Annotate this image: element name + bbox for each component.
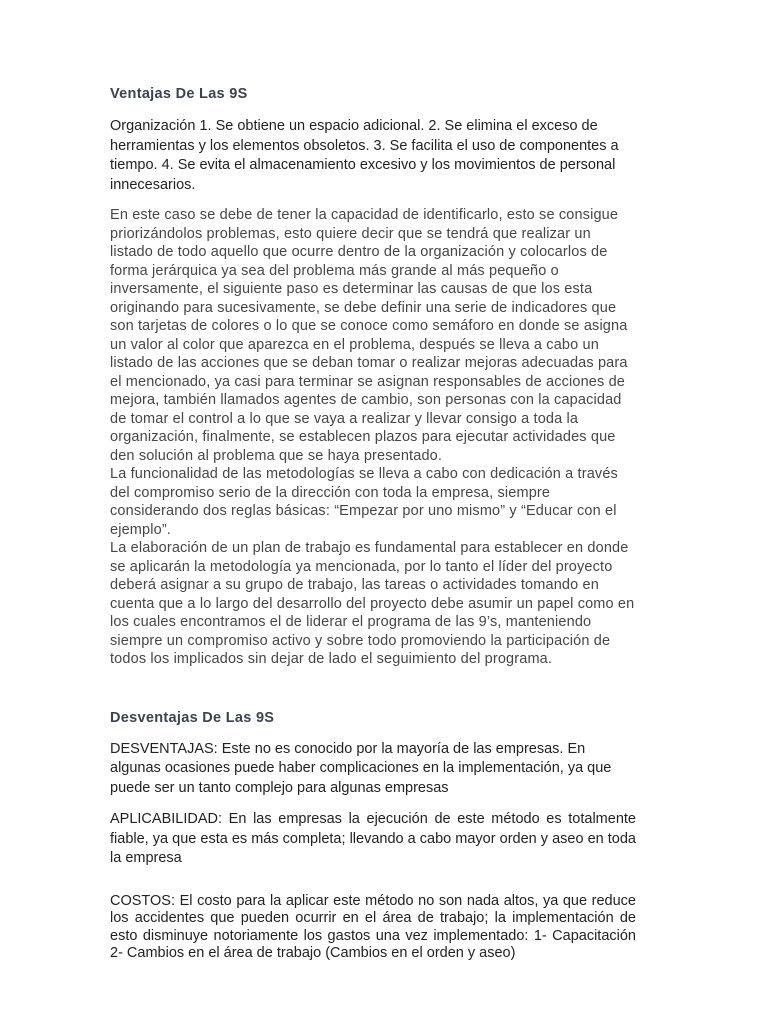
paragraph-costos: COSTOS: El costo para la aplicar este método no son nada altos, ya que reduce los accidentes que pueden ocurrir en el área de trabajo; la implementación de esto disminuye notoriamente los gastos una vez implementado: 1- Capacitación 2- Cambios en el área de trabajo (Cambios en el orden y aseo) [110, 892, 636, 961]
paragraph-caso: En este caso se debe de tener la capacidad de identificarlo, esto se consigue priorizándolos problemas, esto quiere decir que se tendrá que realizar un listado de todo aquello que ocurre dentro de la organización y colocarlos de forma jerárquica ya sea del problema más grande al más pequeño o inversamente, el siguiente paso es determinar las causas de que los esta originando para sucesivamente, se debe definir una serie de indicadores que son tarjetas de colores o lo que se conoce como semáforo en donde se asigna un valor al color que aparezca en el problema, después se lleva a cabo un listado de las acciones que se deban tomar o realizar mejoras adecuadas para el mencionado, ya casi para terminar se asignan responsables de acciones de mejora, también llamados agentes de cambio, son personas con la capacidad de tomar el control a lo que se vaya a realizar y llevar consigo a toda la organización, finalmente, se establecen plazos para ejecutar actividades que den solución al problema que se haya presentado. [110, 207, 628, 464]
paragraph-desventajas: DESVENTAJAS: Este no es conocido por la mayoría de las empresas. En algunas ocasiones puede haber complicaciones en la implementación, ya que puede ser un tanto complejo para algunas empresas [110, 740, 612, 796]
section-title-desventajas: Desventajas De Las 9S [110, 709, 275, 726]
paragraph-aplicabilidad: APLICABILIDAD: En las empresas la ejecución de este método es totalmente fiable, ya que esta es más completa; llevando a cabo mayor orden y aseo en toda la empresa [110, 811, 636, 866]
paragraph-elaboracion: La elaboración de un plan de trabajo es fundamental para establecer en donde se aplicarán la metodología ya mencionada, por lo tanto el líder del proyecto deberá asignar a su grupo de trabajo, las tareas o actividades tomando en cuenta que a lo largo del desarrollo del proyecto debe asumir un papel como en los cuales encontramos el de liderar el programa de las 9’s, manteniendo siempre un compromiso activo y sobre todo promoviendo la participación de todos los implicados sin dejar de lado el seguimiento del programa. [110, 540, 635, 667]
document-page [110, 78, 636, 963]
paragraph-funcionalidad: La funcionalidad de las metodologías se lleva a cabo con dedicación a través del compromiso serio de la dirección con toda la empresa, siempre considerando dos reglas básicas: “Empezar por uno mismo” y “Educar con el ejemplo”. [110, 466, 618, 538]
section-title-ventajas: Ventajas De Las 9S [110, 86, 248, 102]
paragraph-organizacion: Organización 1. Se obtiene un espacio adicional. 2. Se elimina el exceso de herramientas y los elementos obsoletos. 3. Se facilita el uso de componentes a tiempo. 4. Se evita el almacenamiento excesivo y los movimientos de personal innecesarios. [110, 118, 619, 193]
